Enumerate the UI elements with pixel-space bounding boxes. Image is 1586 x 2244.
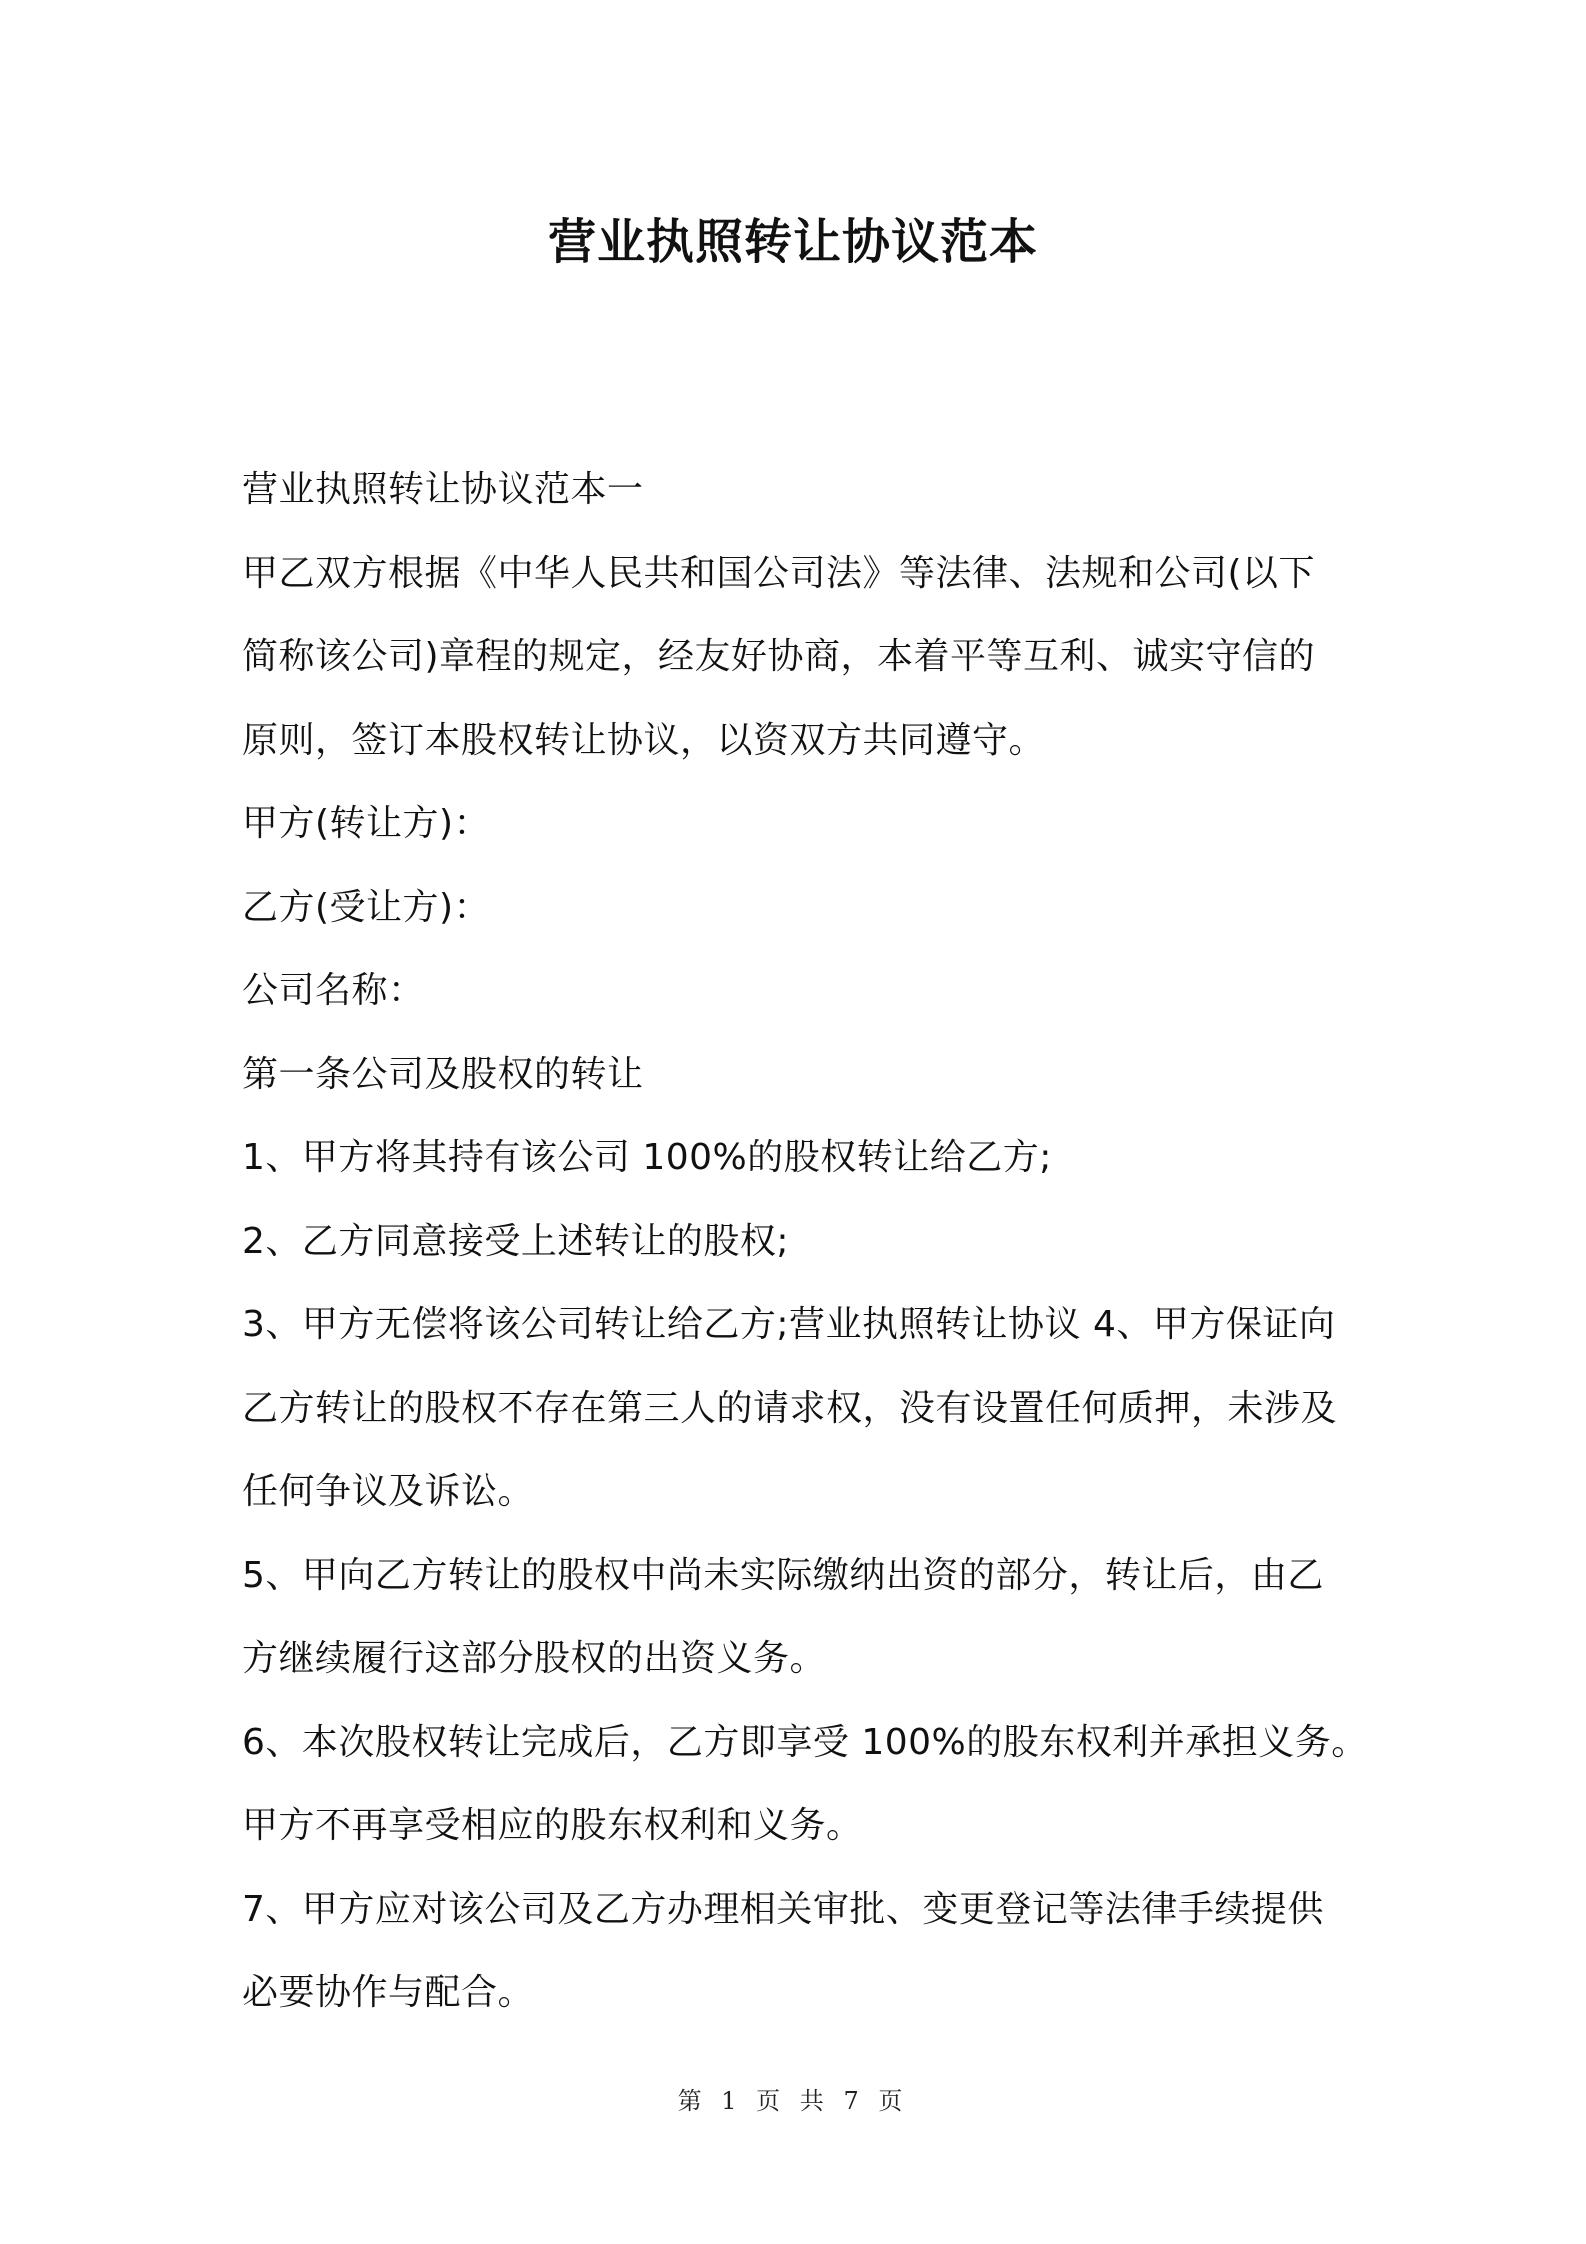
paragraph-line: 简称该公司)章程的规定，经友好协商，本着平等互利、诚实守信的 (242, 636, 1316, 677)
party-b-field: 乙方(受让方)： (242, 886, 491, 928)
clause-line: 方继续履行这部分股权的出资义务。 (242, 1638, 827, 1679)
clause-line: 3、甲方无偿将该公司转让给乙方;营业执照转让协议 4、甲方保证向 (242, 1304, 1336, 1345)
party-a-field: 甲方(转让方)： (242, 803, 491, 844)
company-name-field: 公司名称： (242, 970, 425, 1011)
clause-line: 7、甲方应对该公司及乙方办理相关审批、变更登记等法律手续提供 (242, 1888, 1324, 1930)
clause-line: 2、乙方同意接受上述转让的股权; (242, 1220, 790, 1262)
section-heading: 营业执照转让协议范本一 (242, 469, 644, 510)
clause-line: 乙方转让的股权不存在第三人的请求权，没有设置任何质押，未涉及 (242, 1387, 1338, 1429)
clause-line: 1、甲方将其持有该公司 100%的股权转让给乙方; (242, 1137, 1052, 1178)
clause-line: 6、本次股权转让完成后，乙方即享受 100%的股东权利并承担义务。 (242, 1721, 1368, 1763)
page-number-footer: 第 1 页 共 7 页 (677, 2087, 909, 2115)
clause-line: 甲方不再享受相应的股东权利和义务。 (242, 1805, 863, 1846)
paragraph-line: 甲乙双方根据《中华人民共和国公司法》等法律、法规和公司(以下 (242, 552, 1316, 594)
clause-line: 任何争议及诉讼。 (242, 1471, 535, 1512)
clause-line: 必要协作与配合。 (242, 1972, 535, 2013)
clause-line: 5、甲向乙方转让的股权中尚未实际缴纳出资的部分，转让后，由乙 (242, 1554, 1324, 1596)
article-heading: 第一条公司及股权的转让 (242, 1053, 644, 1095)
paragraph-line: 原则，签订本股权转让协议，以资双方共同遵守。 (242, 719, 1046, 761)
document-body (242, 448, 1372, 2035)
document-title: 营业执照转让协议范本 (547, 214, 1038, 270)
